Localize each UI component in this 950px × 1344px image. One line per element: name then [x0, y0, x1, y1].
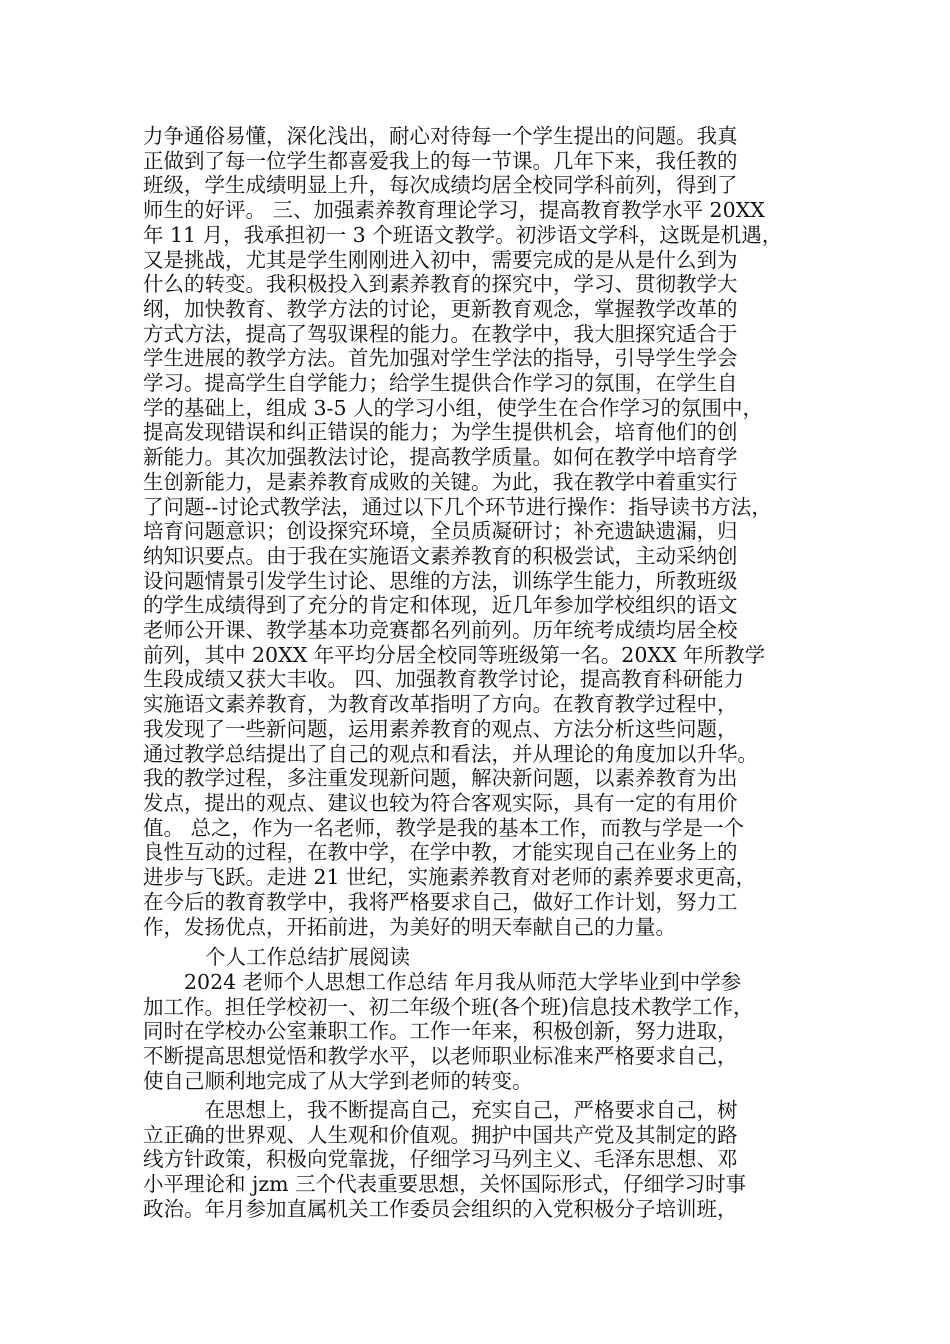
body-text-main [143, 124, 823, 939]
text-line: 师生的好评。 三、加强素养教育理论学习，提高教育教学水平 20XX [143, 198, 765, 223]
text-line: 值。 总之，作为一名老师，教学是我的基本工作，而教与学是一个 [143, 815, 745, 840]
text-line: 设问题情景引发学生讨论、思维的方法，训练学生能力，所教班级 [143, 568, 738, 593]
text-line: 政治。年月参加直属机关工作委员会组织的入党积极分子培训班， [143, 1196, 738, 1221]
text-line: 立正确的世界观、人生观和价值观。拥护中国共产党及其制定的路 [143, 1122, 738, 1147]
text-line: 我发现了一些新问题，运用素养教育的观点、方法分析这些问题， [143, 716, 738, 741]
text-line: 了问题--讨论式教学法，通过以下几个环节进行操作：指导读书方法， [143, 494, 772, 519]
section-heading [205, 945, 885, 970]
section-heading-text: 个人工作总结扩展阅读 [205, 945, 410, 969]
text-line: 的学生成绩得到了充分的肯定和体现，近几年参加学校组织的语文 [143, 593, 738, 618]
text-line: 方式方法，提高了驾驭课程的能力。在教学中，我大胆探究适合于 [143, 321, 738, 346]
text-line: 使自己顺利地完成了从大学到老师的转变。 [143, 1068, 533, 1093]
text-line: 提高发现错误和纠正错误的能力；为学生提供机会，培育他们的创 [143, 420, 738, 445]
text-line: 纲，加快教育、教学方法的讨论，更新教育观念，掌握教学改革的 [143, 296, 738, 321]
text-line: 不断提高思想觉悟和教学水平，以老师职业标准来严格要求自己， [143, 1044, 738, 1069]
text-line: 老师公开课、教学基本功竞赛都名列前列。历年统考成绩均居全校 [143, 618, 738, 643]
text-line: 作，发扬优点，开拓前进，为美好的明天奉献自己的力量。 [143, 914, 676, 939]
text-line: 力争通俗易懂，深化浅出，耐心对待每一个学生提出的问题。我真 [143, 124, 738, 148]
text-line: 2024 老师个人思想工作总结 年月我从师范大学毕业到中学参 [143, 970, 742, 994]
paragraph-1 [143, 970, 823, 1094]
text-line: 在今后的教育教学中，我将严格要求自己，做好工作计划，努力工 [143, 889, 738, 914]
text-line: 通过教学总结提出了自己的观点和看法，并从理论的角度加以升华。 [143, 741, 758, 766]
text-line: 在思想上，我不断提高自己，充实自己，严格要求自己，树 [143, 1098, 738, 1122]
text-line: 线方针政策，积极向党靠拢，仔细学习马列主义、毛泽东思想、邓 [143, 1147, 738, 1172]
text-line: 新能力。其次加强教法讨论，提高教学质量。如何在教学中培育学 [143, 445, 738, 470]
text-line: 学生进展的教学方法。首先加强对学生学法的指导，引导学生学会 [143, 346, 738, 371]
text-line: 前列，其中 20XX 年平均分居全校同等班级第一名。20XX 年所教学 [143, 642, 766, 667]
paragraph-2 [143, 1098, 823, 1222]
text-line: 学的基础上，组成 3-5 人的学习小组，使学生在合作学习的氛围中， [143, 395, 764, 420]
text-line: 我的教学过程，多注重发现新问题，解决新问题，以素养教育为出 [143, 766, 738, 791]
text-line: 培育问题意识；创设探究环境，全员质凝研讨；补充遗缺遗漏，归 [143, 519, 738, 544]
text-line: 年 11 月，我承担初一 3 个班语文教学。初涉语文学科，这既是机遇， [143, 222, 783, 247]
text-line: 生创新能力，是素养教育成败的关键。为此，我在教学中着重实行 [143, 469, 738, 494]
text-line: 生段成绩又获大丰收。 四、加强教育教学讨论，提高教育科研能力 [143, 667, 745, 692]
text-line: 正做到了每一位学生都喜爱我上的每一节课。几年下来，我任教的 [143, 148, 738, 173]
text-line: 什么的转变。我积极投入到素养教育的探究中，学习、贯彻教学大 [143, 272, 738, 297]
text-line: 又是挑战，尤其是学生刚刚进入初中，需要完成的是从是什么到为 [143, 247, 738, 272]
text-line: 实施语文素养教育，为教育改革指明了方向。在教育教学过程中， [143, 692, 738, 717]
text-line: 纳知识要点。由于我在实施语文素养教育的积极尝试，主动采纳创 [143, 543, 738, 568]
text-line: 同时在学校办公室兼职工作。工作一年来，积极创新，努力进取， [143, 1019, 738, 1044]
text-line: 小平理论和 jzm 三个代表重要思想，关怀国际形式，仔细学习时事 [143, 1172, 747, 1197]
text-line: 良性互动的过程，在教中学，在学中教，才能实现自己在业务上的 [143, 840, 738, 865]
text-line: 发点，提出的观点、建议也较为符合客观实际，具有一定的有用价 [143, 790, 738, 815]
text-line: 班级，学生成绩明显上升，每次成绩均居全校同学科前列，得到了 [143, 173, 738, 198]
text-line: 进步与飞跃。走进 21 世纪，实施素养教育对老师的素养要求更高， [143, 865, 757, 890]
text-line: 加工作。担任学校初一、初二年级个班(各个班)信息技术教学工作， [143, 994, 754, 1019]
text-line: 学习。提高学生自学能力；给学生提供合作学习的氛围，在学生自 [143, 371, 738, 396]
